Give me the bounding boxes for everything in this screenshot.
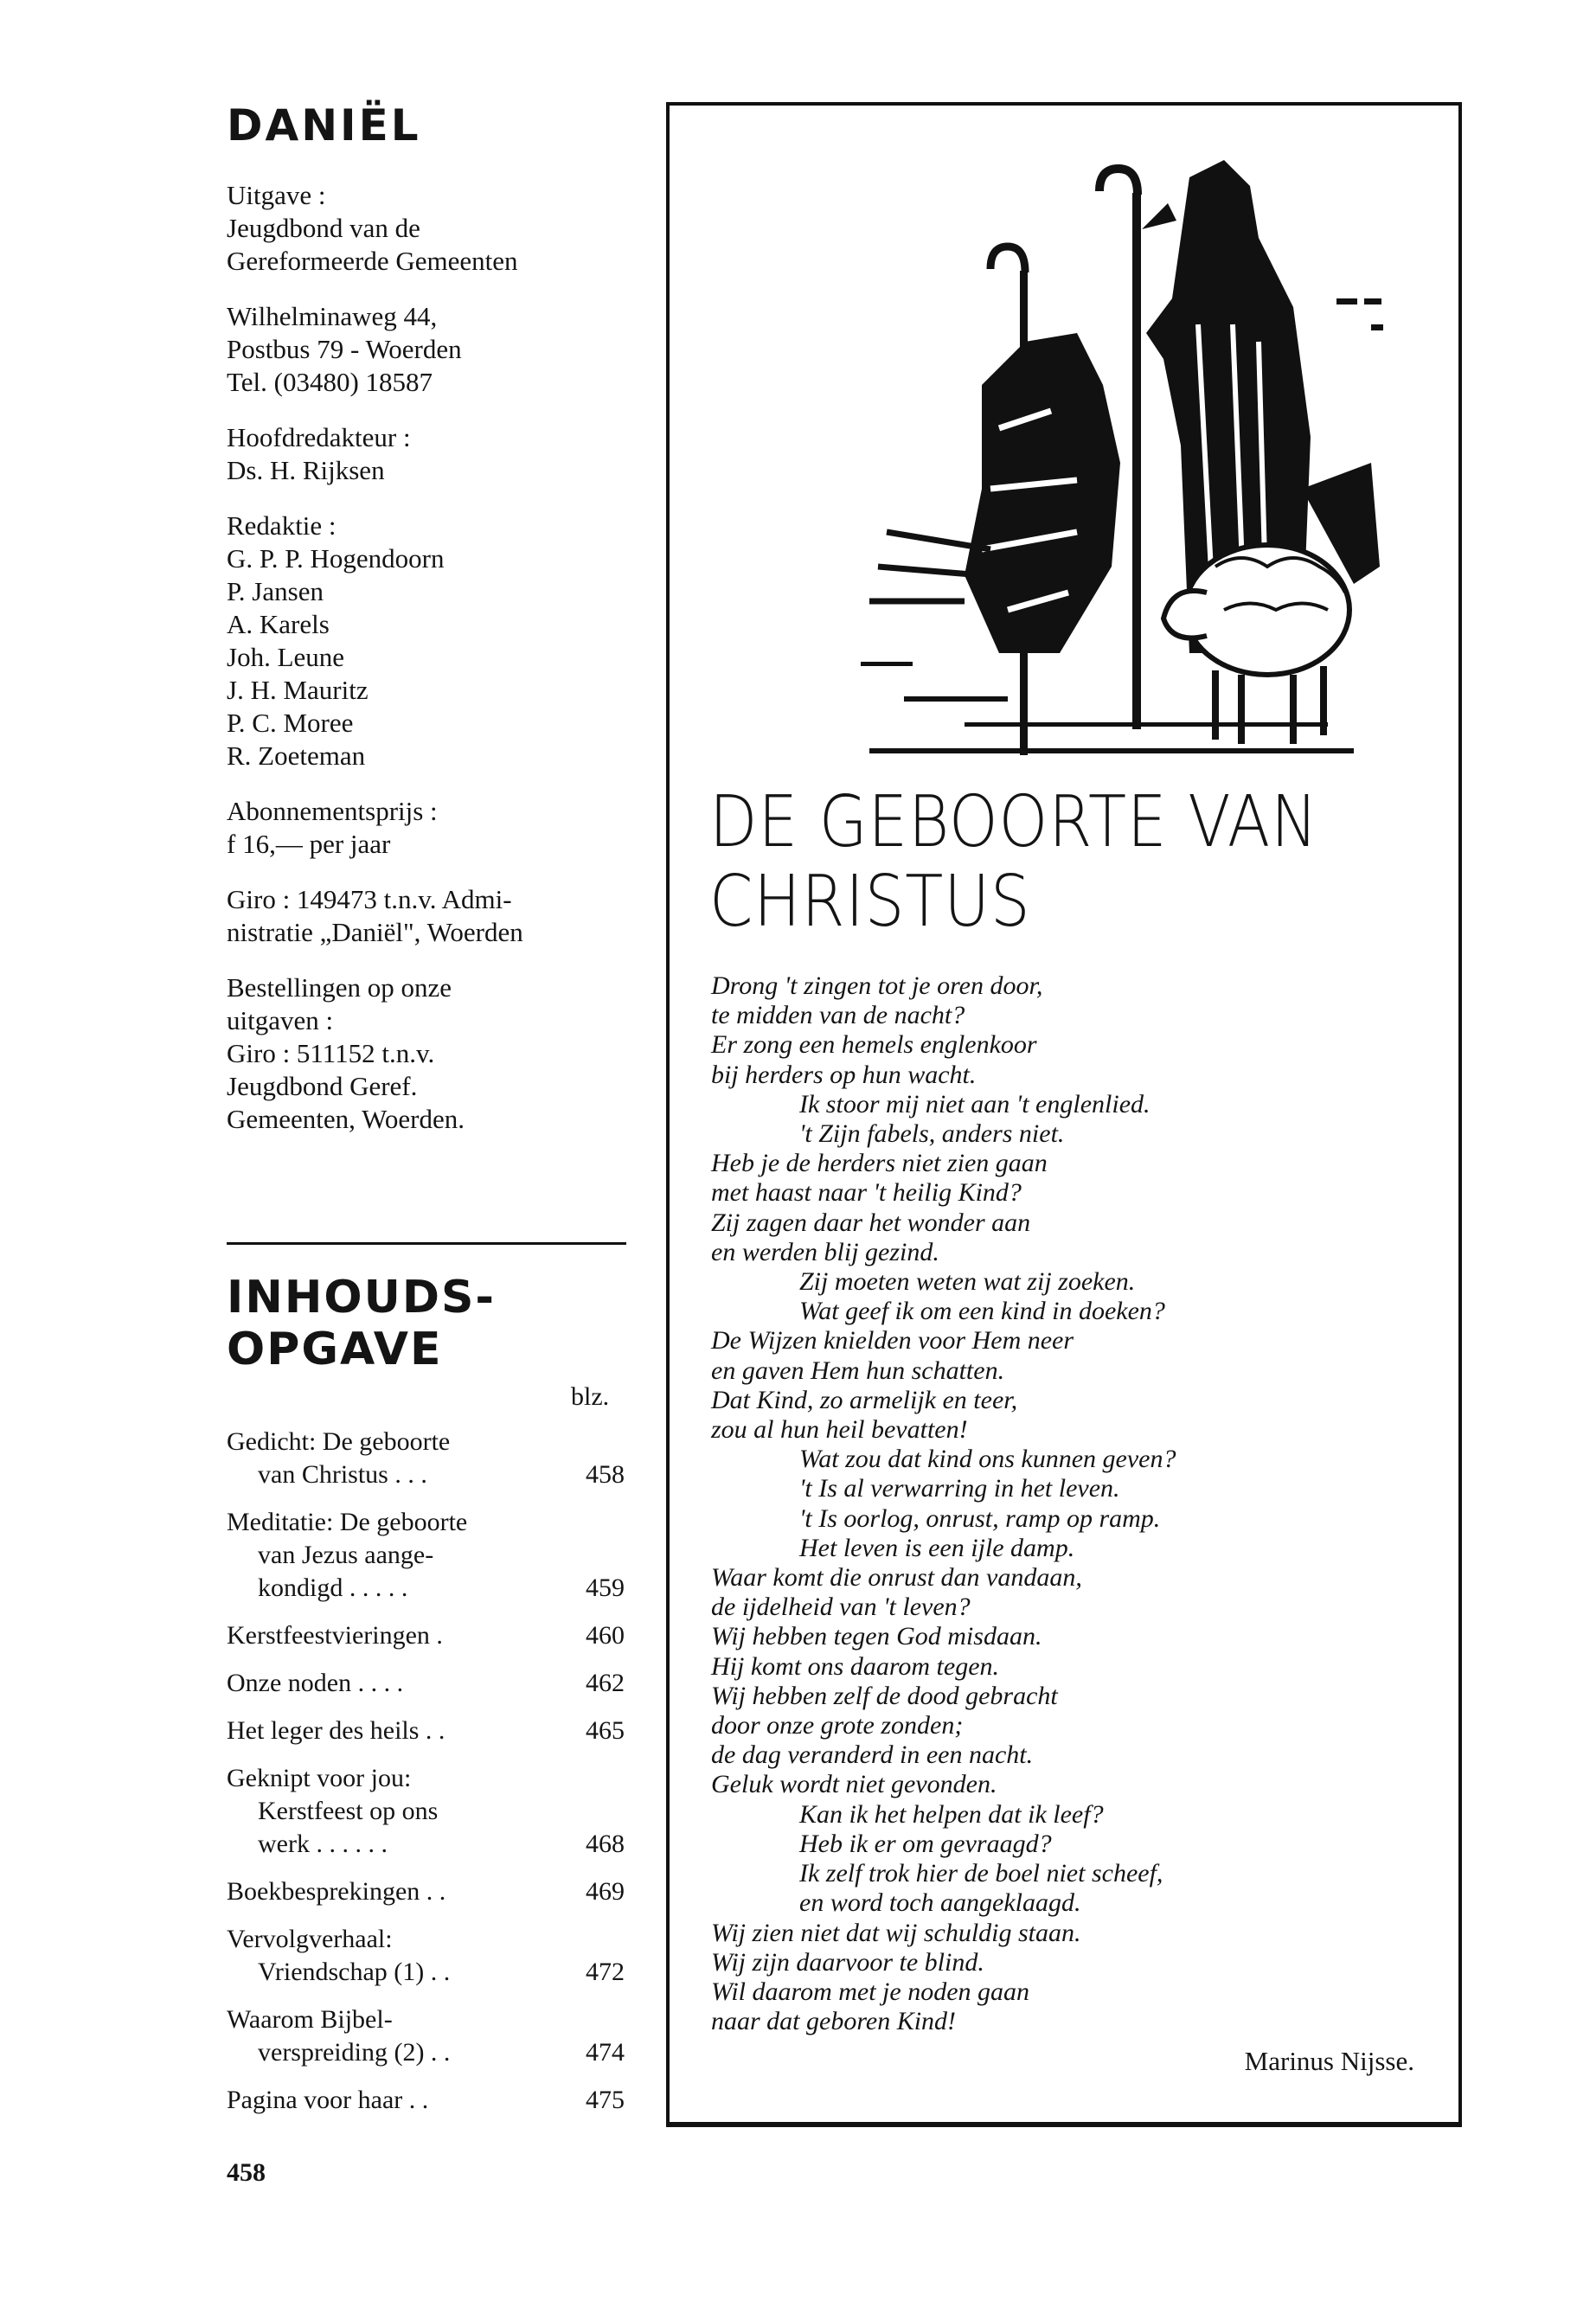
subscription-label: Abonnementsprijs : (227, 796, 438, 826)
toc-item-serial (227, 1923, 625, 1989)
toc-item-page: 462 (586, 1669, 625, 1697)
toc-item-book-reviews (227, 1875, 625, 1908)
poem-line: de dag veranderd in een nacht. (711, 1740, 1034, 1770)
address-line: Wilhelminaweg 44, (227, 301, 438, 331)
address-line: Tel. (03480) 18587 (227, 367, 433, 397)
poem-line: zou al hun heil bevatten! (711, 1415, 968, 1445)
poem-line: Zij moeten weten wat zij zoeken. (799, 1267, 1136, 1297)
toc-item-text: verspreiding (2) . . (258, 2038, 451, 2067)
giro-admin-block (227, 883, 642, 949)
poem-line: Dat Kind, zo armelijk en teer, (711, 1385, 1018, 1414)
toc-item-text: Kerstfeestvieringen . (227, 1621, 443, 1650)
poem-line: en word toch aangeklaagd. (799, 1888, 1081, 1918)
toc-item-text: kondigd . . . . . (258, 1574, 408, 1602)
editorial-member: Joh. Leune (227, 642, 345, 672)
toc-item-salvation-army (227, 1715, 625, 1747)
toc-item-text: Gedicht: De geboorte (227, 1427, 451, 1456)
toc-item-page: 458 (586, 1460, 625, 1489)
table-of-contents (227, 1426, 625, 2131)
editorial-member: P. C. Moree (227, 708, 354, 738)
poem-line: Wij hebben tegen God misdaan. (711, 1622, 1042, 1651)
editorial-member: A. Karels (227, 609, 330, 639)
orders-line: Bestellingen op onze (227, 972, 452, 1003)
toc-item-page: 459 (586, 1574, 625, 1602)
toc-title-line: OPGAVE (227, 1324, 443, 1375)
toc-item-page: 468 (586, 1830, 625, 1858)
giro-line: Giro : 149473 t.n.v. Admi- (227, 884, 512, 914)
toc-item-text: Het leger des heils . . (227, 1716, 445, 1745)
poem-line: Wat zou dat kind ons kunnen geven? (799, 1445, 1176, 1474)
poem-line: Wil daarom met je noden gaan (711, 1977, 1030, 2006)
poem-line: 't Is al verwarring in het leven. (799, 1474, 1120, 1503)
poem-line: 't Zijn fabels, anders niet. (799, 1119, 1065, 1149)
poem-title-line: DE GEBOORTE VAN (709, 781, 1318, 863)
toc-item-page: 465 (586, 1716, 625, 1745)
toc-item-text: Vervolgverhaal: (227, 1925, 393, 1953)
toc-item-page: 475 (586, 2086, 625, 2114)
toc-item-text: van Christus . . . (258, 1460, 427, 1489)
address-line: Postbus 79 - Woerden (227, 334, 462, 364)
poem-line: naar dat geboren Kind! (711, 2007, 957, 2036)
poem-line: Zij zagen daar het wonder aan (711, 1208, 1031, 1237)
poem-line: Waar komt die onrust dan vandaan, (711, 1563, 1082, 1593)
toc-item-meditation (227, 1506, 625, 1605)
poem-line: Wij hebben zelf de dood gebracht (711, 1681, 1058, 1710)
shepherds-illustration (852, 143, 1388, 766)
masthead-title: DANIËL (227, 100, 421, 151)
poem-body (711, 971, 1438, 2036)
poem-line: Drong 't zingen tot je oren door, (711, 971, 1043, 1000)
poem-line: en werden blij gezind. (711, 1237, 939, 1266)
poem-line: Heb je de herders niet zien gaan (711, 1149, 1048, 1178)
poem-line: De Wijzen knielden voor Hem neer (711, 1326, 1074, 1356)
toc-item-bible-distribution (227, 2003, 625, 2069)
toc-item-text: Kerstfeest op ons (258, 1797, 439, 1825)
poem-line: Wat geef ik om een kind in doeken? (799, 1297, 1165, 1326)
publisher-line: Gereformeerde Gemeenten (227, 246, 518, 276)
poem-line: Geluk wordt niet gevonden. (711, 1770, 997, 1799)
toc-item-needs (227, 1667, 625, 1700)
poem-line: Wij zien niet dat wij schuldig staan. (711, 1918, 1081, 1947)
editorial-member: J. H. Mauritz (227, 675, 369, 705)
poem-line: en gaven Hem hun schatten. (711, 1356, 1005, 1385)
poem-line: 't Is oorlog, onrust, ramp op ramp. (799, 1503, 1161, 1533)
poem-title (709, 783, 1356, 942)
address-block (227, 300, 642, 399)
orders-block (227, 971, 642, 1136)
editor-in-chief-name: Ds. H. Rijksen (227, 455, 385, 485)
publisher-line: Jeugdbond van de (227, 213, 420, 243)
poem-line: met haast naar 't heilig Kind? (711, 1178, 1022, 1208)
poem-line: Ik stoor mij niet aan 't englenlied. (799, 1089, 1151, 1118)
poem-title-line: CHRISTUS (709, 861, 1031, 943)
publisher-label: Uitgave : (227, 180, 326, 210)
section-divider (227, 1242, 626, 1245)
poem-line: te midden van de nacht? (711, 1001, 965, 1030)
poem-line: Er zong een hemels englenkoor (711, 1030, 1037, 1060)
poem-line: Heb ik er om gevraagd? (799, 1829, 1052, 1858)
toc-item-christmas (227, 1619, 625, 1652)
poem-line: door onze grote zonden; (711, 1711, 964, 1740)
masthead-column (227, 102, 642, 1158)
orders-line: Jeugdbond Geref. (227, 1071, 418, 1101)
toc-item-page-for-her (227, 2084, 625, 2117)
editorial-block (227, 510, 642, 772)
poem-line: Hij komt ons daarom tegen. (711, 1651, 1000, 1681)
toc-item-text: Onze noden . . . . (227, 1669, 404, 1697)
editorial-member: R. Zoeteman (227, 740, 366, 771)
poem-line: bij herders op hun wacht. (711, 1060, 977, 1089)
toc-item-text: Geknipt voor jou: (227, 1764, 412, 1792)
toc-item-text: werk . . . . . . (258, 1830, 388, 1858)
poem-author: Marinus Nijsse. (1244, 2046, 1414, 2076)
toc-item-poem (227, 1426, 625, 1491)
poem-line: Wij zijn daarvoor te blind. (711, 1947, 984, 1977)
toc-page-header: blz. (571, 1382, 610, 1411)
giro-line: nistratie „Daniël", Woerden (227, 917, 523, 947)
toc-item-text: Boekbesprekingen . . (227, 1877, 446, 1906)
poem-line: Ik zelf trok hier de boel niet scheef, (799, 1859, 1163, 1888)
toc-item-page: 474 (586, 2038, 625, 2067)
toc-item-text: van Jezus aange- (258, 1541, 434, 1569)
poem-line: Kan ik het helpen dat ik leef? (799, 1799, 1104, 1829)
orders-line: uitgaven : (227, 1005, 334, 1035)
publisher-block (227, 179, 642, 278)
toc-item-page: 460 (586, 1621, 625, 1650)
toc-item-page: 469 (586, 1877, 625, 1906)
page-number: 458 (227, 2158, 266, 2187)
toc-item-text: Waarom Bijbel- (227, 2005, 393, 2034)
editorial-label: Redaktie : (227, 510, 337, 541)
subscription-block (227, 795, 642, 861)
orders-line: Gemeenten, Woerden. (227, 1104, 465, 1134)
toc-title (227, 1272, 642, 1375)
orders-line: Giro : 511152 t.n.v. (227, 1038, 435, 1068)
toc-title-line: INHOUDS- (227, 1272, 497, 1324)
editorial-member: G. P. P. Hogendoorn (227, 543, 445, 574)
toc-item-text: Vriendschap (1) . . (258, 1958, 451, 1986)
toc-item-text: Pagina voor haar . . (227, 2086, 429, 2114)
editor-in-chief-block (227, 421, 642, 487)
editor-in-chief-label: Hoofdredakteur : (227, 422, 411, 452)
subscription-price: f 16,— per jaar (227, 829, 391, 859)
toc-item-page: 472 (586, 1958, 625, 1986)
poem-line: Het leven is een ijle damp. (799, 1533, 1075, 1562)
toc-item-text: Meditatie: De geboorte (227, 1508, 468, 1536)
toc-item-clipped (227, 1762, 625, 1861)
editorial-member: P. Jansen (227, 576, 324, 606)
poem-line: de ijdelheid van 't leven? (711, 1593, 971, 1622)
